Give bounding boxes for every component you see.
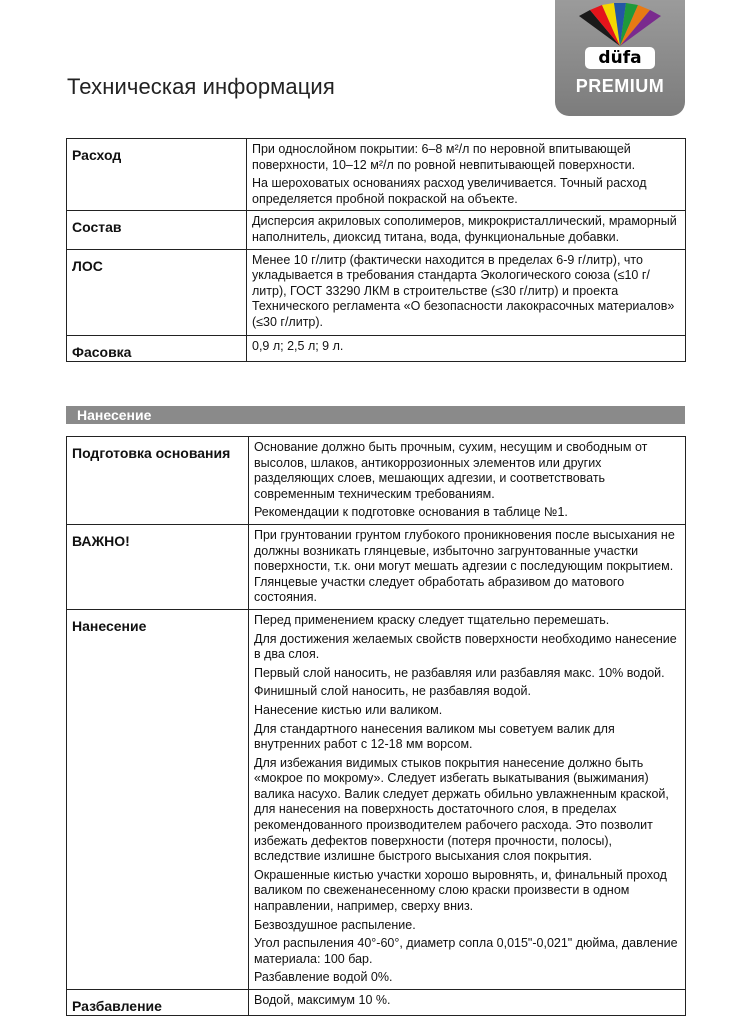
row-content [247, 335, 686, 361]
row-paragraph: Финишный слой наносить, не разбавляя водой. [254, 684, 532, 699]
table-row [67, 990, 686, 1016]
row-paragraph: Угол распыления 40°-60°, диаметр сопла 0,015"-0,021" дюйма, давление материала: 100 бар. [254, 936, 678, 966]
page-title: Техническая информация [67, 74, 335, 99]
table-row [67, 211, 686, 249]
section-header-application: Нанесение [66, 406, 685, 424]
row-label: ЛОС [67, 249, 247, 335]
row-content [249, 524, 686, 609]
row-content [247, 139, 686, 211]
technical-info-table [66, 138, 686, 362]
row-label: Разбавление [67, 990, 249, 1016]
row-paragraph: Окрашенные кистью участки хорошо выровнять, и, финальный проход валиком по свеженанесенному слою краски произвести в одном направлении, например, сверху вниз. [254, 867, 667, 914]
row-label: Расход [67, 139, 247, 211]
row-paragraph: Для стандартного нанесения валиком мы советуем валик для внутренних работ с 12-18 мм ворсом. [254, 721, 615, 752]
dufa-premium-logo [555, 0, 685, 116]
row-label: Нанесение [67, 609, 249, 989]
row-paragraph: Водой, максимум 10 %. [254, 993, 391, 1007]
row-paragraph: Дисперсия акриловых сополимеров, микрокристаллический, мраморный наполнитель, диоксид титана, вода, функциональные добавки. [252, 214, 677, 244]
color-fan-icon [555, 0, 685, 50]
row-paragraph: Менее 10 г/литр (фактически находится в пределах 6-9 г/литр), что укладывается в требования стандарта Экологического союза (≤10 г/литр), ГОСТ 33290 ЛКМ в строительстве (≤30 г/литр) и проекта Технического регламента «О безопасности лакокрасочных материалов» (≤30 г/литр). [252, 252, 675, 329]
row-label: Фасовка [67, 335, 247, 361]
table-row [67, 609, 686, 989]
table-row [67, 139, 686, 211]
table-row [67, 524, 686, 609]
application-table [66, 436, 686, 1016]
row-paragraph: Разбавление водой 0%. [254, 970, 393, 985]
row-paragraph: На шероховатых основаниях расход увеличивается. Точный расход определяется пробной покраской на объекте. [252, 176, 647, 206]
row-content [249, 990, 686, 1016]
row-paragraph: Основание должно быть прочным, сухим, несущим и свободным от высолов, шлаков, антикоррозионных элементов или других разделяющих слоев, мешающих адгезии, и соответствовать современным техническим требованиям. [254, 440, 648, 501]
row-content [249, 609, 686, 989]
table-row [67, 437, 686, 525]
row-paragraph: 0,9 л; 2,5 л; 9 л. [252, 338, 344, 353]
row-paragraph: Рекомендации к подготовке основания в таблице №1. [254, 505, 568, 520]
table-row [67, 335, 686, 361]
table-row [67, 249, 686, 335]
row-paragraph: Для достижения желаемых свойств поверхности необходимо нанесение в два слоя. [254, 631, 677, 662]
row-paragraph: Для избежания видимых стыков покрытия нанесение должно быть «мокрое по мокрому». Следует избегать выкатывания (выжимания) валика насухо. Валик следует держать обильно увлажненным краской, для нанесения на поверхность достаточного слоя, в пределах рекомендованного производителем рабочего расхода. Это позволит избежать дефектов поверхности (потеря прочности, полосы), вследствие излишне быстрого высыхания слоя покрытия. [254, 755, 669, 864]
row-label: Состав [67, 211, 247, 249]
row-content [247, 211, 686, 249]
row-paragraph: При грунтовании грунтом глубокого проникновения после высыхания не должны возникать глянцевые, избыточно загрунтованные участки поверхности, т.к. они могут мешать адгезии с последующим покрытием. Глянцевые участки следует обработать абразивом до матового состояния. [254, 527, 675, 605]
row-paragraph: Безвоздушное распыление. [254, 917, 416, 932]
row-label: ВАЖНО! [67, 524, 249, 609]
row-content [247, 249, 686, 335]
row-paragraph: Нанесение кистью или валиком. [254, 702, 443, 717]
row-paragraph: Перед применением краску следует тщательно перемешать. [254, 612, 610, 627]
row-paragraph: Первый слой наносить, не разбавляя или разбавляя макс. 10% водой. [254, 665, 665, 680]
logo-wordmark: düfa [585, 47, 655, 69]
logo-premium-label: PREMIUM [575, 76, 665, 96]
row-content [249, 437, 686, 525]
row-label: Подготовка основания [67, 437, 249, 525]
row-paragraph: При однослойном покрытии: 6–8 м²/л по неровной впитывающей поверхности, 10–12 м²/л по ровной невпитывающей поверхности. [252, 142, 636, 172]
